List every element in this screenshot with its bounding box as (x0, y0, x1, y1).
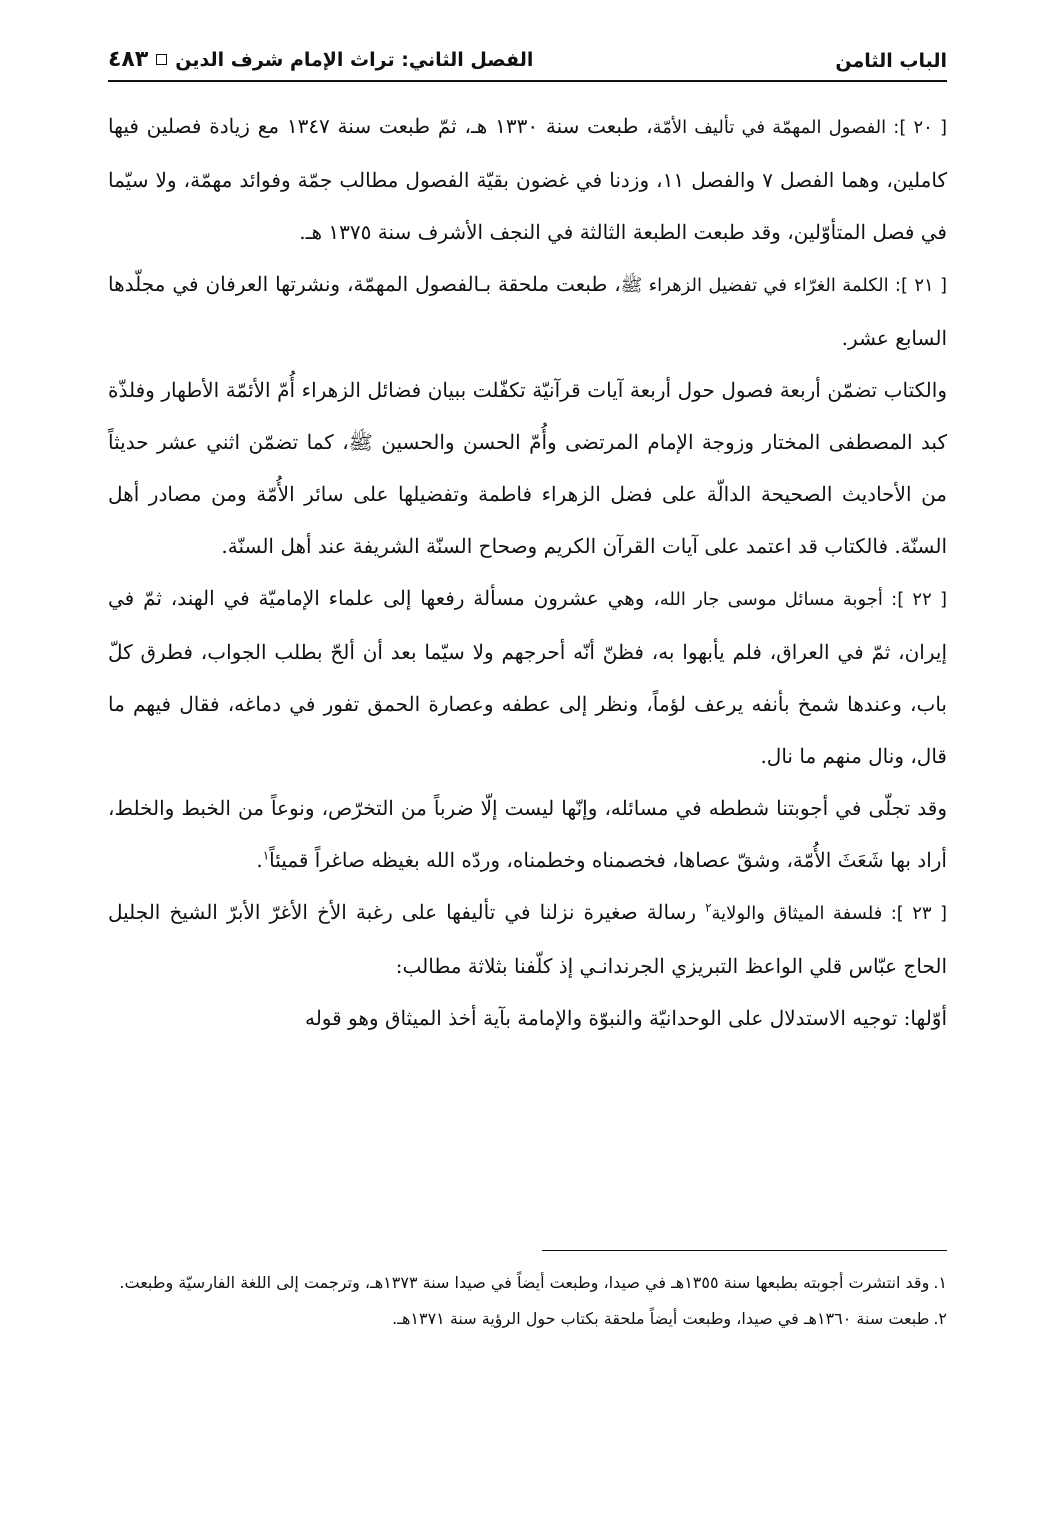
footnote-text: طبعت سنة ١٣٦٠هـ في صيدا، وطبعت أيضاً ملحقة بكتاب حول الرؤية سنة ١٣٧١هـ. (392, 1309, 930, 1328)
paragraph-description (108, 364, 947, 572)
square-separator-icon (156, 54, 167, 65)
paragraph-text: ، طبعت ملحقة بـالفصول المهمّة، ونشرتها العرفان في مجلّدها السابع عشر. (108, 272, 947, 350)
period: . (256, 848, 263, 872)
paragraph-entry-23 (108, 886, 947, 992)
running-head (108, 38, 947, 82)
paragraph-text: وقد تجلّى في أجوبتنا شططه في مسائله، وإنّها ليست إلّا ضرباً من التخرّص، ونوعاً من الخبط والخلط، أراد بها شَعَثَ الأُمّة، وشقّ عصاها، فخصمناه وخطمناه، وردّه الله بغيظه صاغراً قميئاً (108, 796, 947, 872)
footnote-1 (108, 1265, 947, 1301)
paragraph-text: رسالة صغيرة نزلنا في تأليفها على رغبة الأخ الأغرّ الأبرّ الشيخ الجليل الحاج عبّاس قلي الواعظ التبريزي الجرندانـي إذ كلّفنا بثلاثة مطالب: (108, 900, 947, 978)
paragraph-entry-20 (108, 100, 947, 258)
chapter-title: الباب الثامن (835, 50, 947, 72)
entry-heading: [ ٢٢ ]: أجوبة مسائل موسى جار الله (659, 589, 947, 610)
footnote-reference[interactable]: ١ (262, 848, 270, 863)
footnote-2 (108, 1301, 947, 1337)
entry-heading: [ ٢٣ ]: فلسفة الميثاق والولاية (711, 903, 947, 924)
footnote-number: ١. (933, 1273, 947, 1292)
footnotes (108, 1265, 947, 1337)
footnote-reference[interactable]: ٢ (705, 900, 712, 915)
paragraph-text: ، طبعت سنة ١٣٣٠ هـ، ثمّ طبعت سنة ١٣٤٧ مع زيادة فصلين فيها كاملين، وهما الفصل ٧ والفصل ١١، وزدنا في غضون بقيّة الفصول مطالب جمّة وفوائد مهمّة، ولا سيّما في فصل المتأوّلين، وقد طبعت الطبعة الثالثة في النجف الأشرف سنة ١٣٧٥ هـ. (108, 114, 947, 244)
paragraph-entry-21 (108, 258, 947, 364)
paragraph-continuation (108, 782, 947, 886)
paragraph-first-point (108, 992, 947, 1044)
entry-heading: [ ٢٠ ]: الفصول المهمّة في تأليف الأمّة (652, 117, 948, 138)
entry-heading: [ ٢١ ]: الكلمة الغرّاء في تفضيل الزهراء ﷺ (620, 275, 947, 296)
footnote-number: ٢. (933, 1309, 947, 1328)
paragraph-text: أوّلها: توجيه الاستدلال على الوحدانيّة والنبوّة والإمامة بآية أخذ الميثاق وهو قوله (304, 1006, 947, 1030)
paragraph-text: ، وهي عشرون مسألة رفعها إلى علماء الإماميّة في الهند، ثمّ في إيران، ثمّ في العراق، فلم يأبهوا به، فظنّ أنّه أحرجهم ولا سيّما بعد أن ألحّ بطلب الجواب، فطرق كلّ باب، وعندها شمخ بأنفه يرعف لؤماً، ونظر إلى عطفه وعصارة الحمق تفور في دماغه، فقال فيهم ما قال، ونال منهم ما نال. (108, 586, 947, 768)
page-number: ٤٨٣ (108, 47, 149, 72)
footnote-text: وقد انتشرت أجوبته بطبعها سنة ١٣٥٥هـ في صيدا، وطبعت أيضاً في صيدا سنة ١٣٧٣هـ، وترجمت إلى اللغة الفارسيّة وطبعت. (119, 1273, 930, 1292)
paragraph-text: والكتاب تضمّن أربعة فصول حول أربعة آيات قرآنيّة تكفّلت ببيان فضائل الزهراء أُمّ الأئمّة الأطهار وفلذّة كبد المصطفى المختار وزوجة الإمام المرتضى وأُمّ الحسن والحسين ﷺ، كما تضمّن اثني عشر حديثاً من الأحاديث الصحيحة الدالّة على فضل الزهراء فاطمة وتفضيلها على سائر الأُمّة ومن مصادر أهل السنّة. فالكتاب قد اعتمد على آيات القرآن الكريم وصحاح السنّة الشريفة عند أهل السنّة. (108, 378, 948, 558)
paragraph-entry-22 (108, 572, 947, 782)
body-text (108, 100, 947, 1044)
footnote-divider (542, 1250, 947, 1251)
section-and-page (108, 47, 533, 72)
section-title: الفصل الثاني: تراث الإمام شرف الدين (175, 48, 534, 71)
